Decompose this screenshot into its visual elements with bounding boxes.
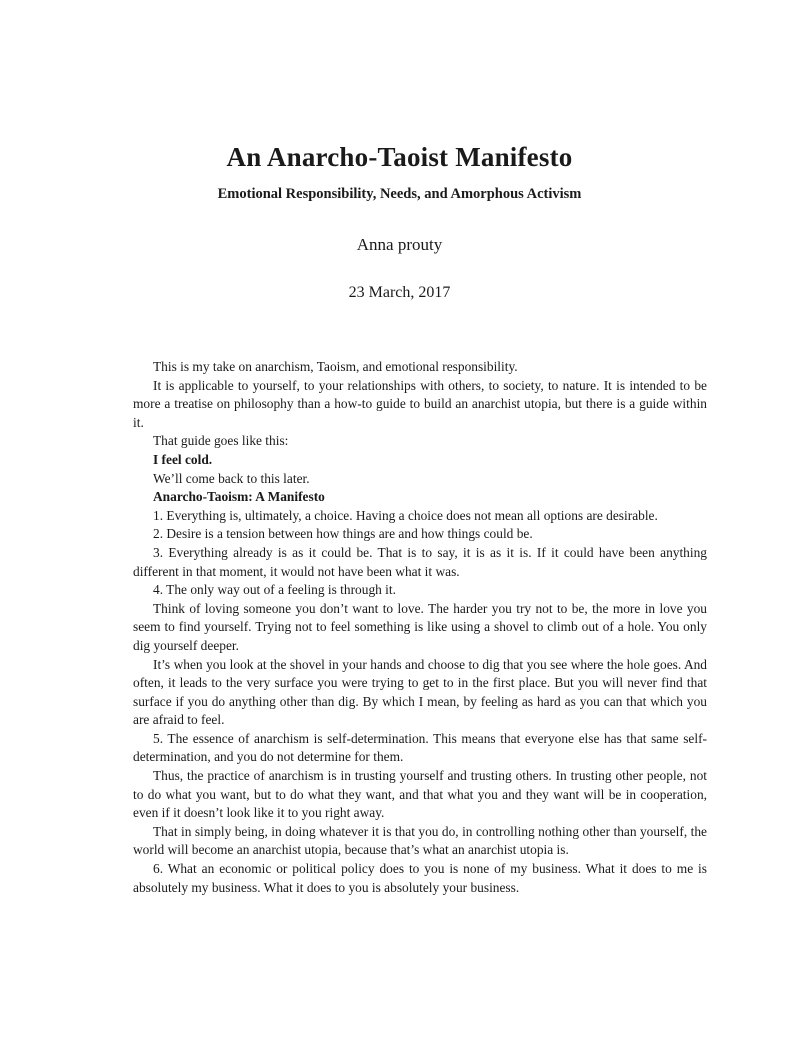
document-date: 23 March, 2017 (348, 284, 451, 301)
document-subtitle: Emotional Responsibility, Needs, and Amorphous Activism (217, 186, 582, 202)
paragraph: 3. Everything already is as it could be. That is to say, it is as it is. If it could have been anything different in that moment, it would not have been what it was. (133, 544, 707, 579)
document-title: An Anarcho-Taoist Manifesto (226, 142, 573, 172)
paragraph: It is applicable to yourself, to your relationships with others, to society, to nature. It is intended to be more a treatise on philosophy than a how-to guide to build an anarchist utopia, but there is a guide within it. (133, 377, 707, 430)
paragraph: 5. The essence of anarchism is self-determination. This means that everyone else has that same self-determination, and you do not determine for them. (133, 730, 707, 765)
document-author: Anna prouty (356, 235, 443, 254)
paragraph: That guide goes like this: (153, 433, 289, 449)
paragraph: 6. What an economic or political policy does to you is none of my business. What it does to me is absolutely my business. What it does to you is absolutely your business. (133, 861, 707, 895)
paragraph: 4. The only way out of a feeling is through it. (153, 582, 396, 598)
paragraph: Think of loving someone you don’t want to love. The harder you try not to be, the more in love you seem to find yourself. Trying not to feel something is like using a shovel to climb out of a hole. You only dig yourself deeper. (133, 600, 707, 653)
paragraph: This is my take on anarchism, Taoism, and emotional responsibility. (153, 359, 518, 374)
document-body (133, 358, 707, 897)
paragraph: It’s when you look at the shovel in your hands and choose to dig that you see where the hole goes. And often, it leads to the very surface you were trying to get to in the first place. But you will never find that surface if you do anything other than dig. By which I mean, by feeling as hard as you can that which you are afraid to feel. (133, 656, 707, 728)
section-heading: Anarcho-Taoism: A Manifesto (153, 489, 325, 505)
paragraph: Thus, the practice of anarchism is in trusting yourself and trusting others. In trusting other people, not to do what you want, but to do what they want, and that what you and they want will be in cooperation, even if it doesn’t look like it to you right away. (133, 768, 707, 821)
paragraph: 2. Desire is a tension between how things are and how things could be. (153, 526, 533, 542)
paragraph: That in simply being, in doing whatever it is that you do, in controlling nothing other than yourself, the world will become an anarchist utopia, because that’s what an anarchist utopia is. (133, 823, 707, 858)
paragraph: 1. Everything is, ultimately, a choice. Having a choice does not mean all options are desirable. (153, 507, 658, 523)
paragraph: We’ll come back to this later. (153, 470, 310, 486)
paragraph-bold: I feel cold. (153, 451, 213, 467)
